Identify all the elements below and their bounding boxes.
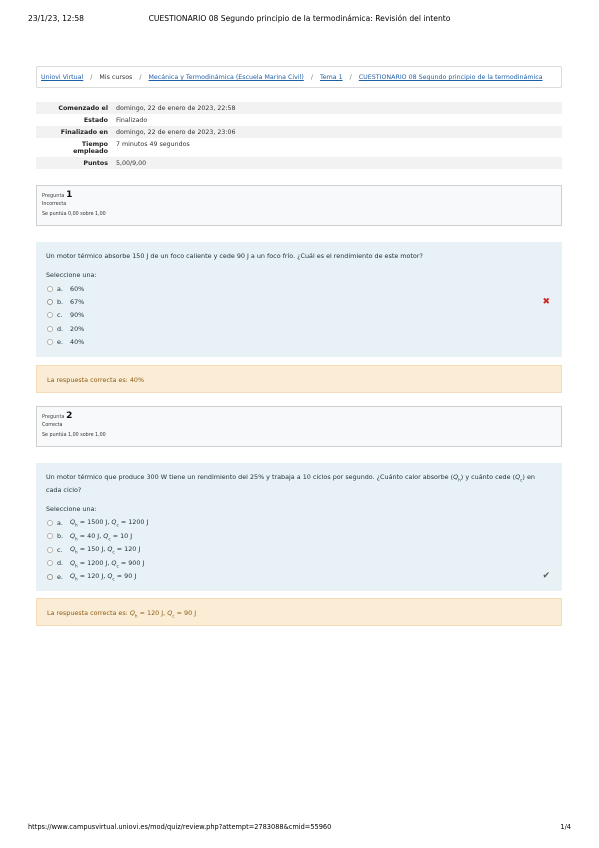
- summary-row-time: [36, 138, 562, 157]
- equals-sign: =: [112, 531, 119, 540]
- breadcrumb-separator: /: [349, 74, 352, 81]
- equals-sign: =: [79, 558, 86, 567]
- symbol-q: Q: [515, 473, 521, 481]
- comma: ,: [107, 558, 110, 567]
- answer-letter: b.: [57, 298, 64, 307]
- breadcrumb-link-tema[interactable]: Tema 1: [319, 74, 343, 81]
- feedback-qh-value: 120 J: [147, 609, 164, 617]
- question-2-feedback: [36, 598, 562, 626]
- subscript-h: h: [75, 576, 78, 582]
- equals-sign: =: [79, 531, 86, 540]
- answer-option-c[interactable]: [46, 543, 552, 556]
- summary-label-line2: empleado: [73, 147, 108, 155]
- radio-button[interactable]: [47, 339, 53, 345]
- comma: ,: [103, 571, 106, 580]
- summary-value: domingo, 22 de enero de 2023, 23:06: [116, 128, 236, 136]
- answer-option-a[interactable]: [46, 516, 552, 529]
- question-grade: Se puntúa 0,00 sobre 1,00: [42, 212, 106, 217]
- question-2-info: [36, 406, 562, 447]
- summary-label-line1: Tiempo: [81, 140, 108, 148]
- radio-button[interactable]: [47, 326, 53, 332]
- equals-sign: =: [139, 609, 145, 617]
- answer-qc-value: 120 J: [124, 545, 141, 554]
- question-text: Un motor térmico absorbe 150 J de un foco caliente y cede 90 J a un foco frío. ¿Cuál es el rendimiento de este motor?: [46, 252, 423, 260]
- radio-button[interactable]: [47, 312, 53, 318]
- summary-label: Comenzado el: [58, 104, 108, 112]
- symbol-q: Q: [103, 531, 109, 540]
- equals-sign: =: [79, 518, 86, 527]
- breadcrumb-link-course[interactable]: Mecánica y Termodinámica (Escuela Marina Civil): [148, 74, 304, 81]
- comma: ,: [163, 609, 166, 617]
- symbol-q: Q: [111, 518, 117, 527]
- summary-label: [36, 138, 112, 157]
- equals-sign: =: [79, 545, 86, 554]
- symbol-q: Q: [70, 558, 76, 567]
- feedback-qc-value: 90 J: [184, 609, 197, 617]
- question-text-part: Un motor térmico que produce 300 W tiene un rendimiento del 25% y trabaja a 10 ciclos por segundo. ¿Cuánto calor absorbe (: [46, 473, 454, 481]
- question-word: Pregunta: [42, 193, 65, 199]
- answer-qh-value: 40 J: [87, 531, 100, 540]
- subscript-h: h: [75, 562, 78, 568]
- question-word: Pregunta: [42, 414, 65, 420]
- comma: ,: [103, 545, 106, 554]
- equals-sign: =: [116, 545, 123, 554]
- summary-row-points: [36, 157, 562, 169]
- subscript-c: c: [172, 613, 175, 619]
- summary-label: Estado: [83, 116, 108, 124]
- radio-button[interactable]: [47, 520, 53, 526]
- print-header: [28, 14, 571, 26]
- symbol-q: Q: [167, 609, 173, 617]
- question-1-info: [36, 185, 562, 226]
- equals-sign: =: [176, 609, 182, 617]
- answer-qc-value: 1200 J: [128, 518, 149, 527]
- cross-icon: ✖: [542, 296, 550, 307]
- answer-list: [46, 282, 552, 349]
- symbol-q: Q: [70, 545, 76, 554]
- symbol-q: Q: [129, 609, 135, 617]
- radio-button[interactable]: [47, 560, 53, 566]
- subscript-c: c: [112, 549, 115, 555]
- radio-button[interactable]: [47, 533, 53, 539]
- answer-letter: a.: [57, 518, 63, 527]
- summary-row-started: [36, 102, 562, 114]
- summary-label: Puntos: [83, 159, 108, 167]
- summary-label: Finalizado en: [60, 128, 108, 136]
- answer-letter: b.: [57, 532, 64, 541]
- question-number-value: 1: [66, 190, 73, 200]
- answer-qc-value: 900 J: [128, 558, 145, 567]
- question-number: [42, 190, 556, 200]
- symbol-q: Q: [107, 545, 113, 554]
- answer-option-e[interactable]: [46, 336, 552, 349]
- radio-button-selected[interactable]: [47, 574, 53, 580]
- feedback-prefix: La respuesta correcta es:: [47, 609, 128, 617]
- answer-letter: e.: [57, 572, 63, 581]
- attempt-summary-table: [36, 102, 562, 169]
- subscript-c: c: [112, 576, 115, 582]
- answer-qh-value: 1200 J: [87, 558, 108, 567]
- question-number: [42, 411, 556, 421]
- subscript-c: c: [116, 562, 119, 568]
- select-label: Seleccione una:: [46, 505, 97, 514]
- equals-sign: =: [116, 571, 123, 580]
- question-1-content: [36, 242, 562, 357]
- symbol-q: Q: [107, 571, 113, 580]
- breadcrumb-separator: /: [90, 74, 93, 81]
- summary-value: 5,00/9,00: [116, 159, 147, 167]
- answer-option-b[interactable]: [46, 530, 552, 543]
- summary-value: domingo, 22 de enero de 2023, 22:58: [116, 104, 236, 112]
- answer-letter: d.: [57, 324, 64, 333]
- answer-qh-value: 150 J: [87, 545, 104, 554]
- question-1-feedback: La respuesta correcta es: 40%: [36, 365, 562, 393]
- subscript-h: h: [134, 613, 138, 619]
- print-title: CUESTIONARIO 08 Segundo principio de la termodinámica: Revisión del intento: [148, 14, 451, 23]
- answer-letter: d.: [57, 559, 64, 568]
- symbol-q: Q: [70, 571, 76, 580]
- answer-text: 40%: [70, 338, 85, 347]
- answer-option-e[interactable]: [46, 570, 552, 583]
- question-state: Incorrecta: [42, 202, 67, 207]
- answer-letter: a.: [57, 284, 63, 293]
- answer-option-c[interactable]: [46, 309, 552, 322]
- question-2-content: [36, 463, 562, 591]
- answer-option-d[interactable]: [46, 556, 552, 569]
- symbol-q: Q: [70, 518, 76, 527]
- answer-text: [70, 559, 144, 568]
- print-footer: [28, 823, 571, 835]
- question-grade: Se puntúa 1,00 sobre 1,00: [42, 433, 106, 438]
- question-number-value: 2: [66, 411, 73, 421]
- answer-text: [70, 572, 136, 581]
- summary-value: Finalizado: [116, 116, 148, 124]
- breadcrumb-link-uniovi-virtual[interactable]: Uniovi Virtual: [41, 74, 84, 81]
- answer-letter: e.: [57, 338, 63, 347]
- print-url: https://www.campusvirtual.uniovi.es/mod/quiz/review.php?attempt=2783088&cmid=55960: [28, 823, 332, 831]
- equals-sign: =: [120, 558, 127, 567]
- breadcrumb-link-quiz[interactable]: CUESTIONARIO 08 Segundo principio de la termodinámica: [358, 74, 543, 81]
- page-number: 1/4: [560, 823, 571, 831]
- answer-qh-value: 1500 J: [87, 518, 108, 527]
- answer-letter: c.: [57, 545, 63, 554]
- question-text-part: ) en cada ciclo?: [46, 473, 535, 495]
- subscript-c: c: [116, 522, 119, 528]
- answer-text: 67%: [70, 298, 85, 307]
- radio-button[interactable]: [47, 547, 53, 553]
- summary-row-state: [36, 114, 562, 126]
- summary-row-finished: [36, 126, 562, 138]
- radio-button[interactable]: [47, 286, 53, 292]
- symbol-q: Q: [111, 558, 117, 567]
- subscript-c: c: [108, 536, 111, 541]
- question-state: Correcta: [42, 423, 63, 428]
- answer-list: [46, 516, 552, 583]
- breadcrumb: [36, 66, 562, 88]
- answer-text: 90%: [70, 311, 85, 320]
- subscript-h: h: [75, 536, 78, 541]
- equals-sign: =: [79, 571, 86, 580]
- answer-text: 20%: [70, 324, 85, 333]
- answer-text: [70, 545, 140, 554]
- breadcrumb-item-mis-cursos: Mis cursos: [99, 74, 133, 81]
- answer-letter: c.: [57, 311, 63, 320]
- subscript-h: h: [75, 549, 78, 555]
- breadcrumb-separator: /: [310, 74, 313, 81]
- breadcrumb-separator: /: [139, 74, 142, 81]
- answer-option-d[interactable]: [46, 322, 552, 335]
- subscript-h: h: [75, 522, 78, 528]
- equals-sign: =: [120, 518, 127, 527]
- answer-option-b[interactable]: [46, 295, 552, 308]
- symbol-q: Q: [453, 473, 459, 481]
- answer-qc-value: 10 J: [120, 531, 133, 540]
- radio-button-selected[interactable]: [47, 299, 53, 305]
- comma: ,: [99, 531, 102, 540]
- select-label: Seleccione una:: [46, 271, 97, 279]
- question-text-part: ) y cuánto cede (: [460, 473, 516, 481]
- question-text: [46, 472, 552, 496]
- symbol-q: Q: [70, 531, 76, 540]
- answer-text: 60%: [70, 284, 85, 293]
- subscript-h: h: [458, 477, 461, 483]
- answer-text: [70, 532, 132, 541]
- subscript-c: c: [520, 477, 523, 483]
- check-icon: ✔: [542, 571, 550, 582]
- comma: ,: [107, 518, 110, 527]
- summary-value: 7 minutos 49 segundos: [116, 140, 190, 148]
- print-date: 23/1/23, 12:58: [28, 14, 84, 23]
- answer-qh-value: 120 J: [87, 571, 104, 580]
- answer-text: [70, 518, 148, 527]
- answer-qc-value: 90 J: [124, 571, 137, 580]
- answer-option-a[interactable]: [46, 282, 552, 295]
